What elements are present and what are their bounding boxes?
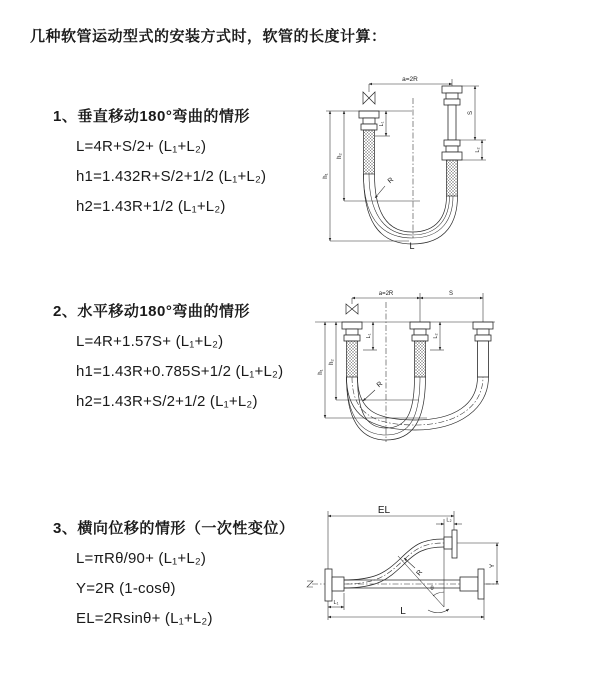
label-l2: L₂ bbox=[433, 333, 439, 339]
radius-callout bbox=[363, 381, 384, 401]
label-h1: h₁ bbox=[318, 369, 324, 375]
label-h2: h₂ bbox=[337, 153, 343, 159]
label-l1: L₁ bbox=[366, 333, 372, 339]
valve-icon bbox=[363, 84, 375, 104]
formula-y: Y=2R (1-cosθ) bbox=[76, 580, 176, 597]
page-title: 几种软管运动型式的安装方式时，软管的长度计算： bbox=[30, 28, 387, 45]
braided-hose-section bbox=[347, 341, 358, 377]
label-a2r: a=2R bbox=[402, 76, 418, 83]
dimension-l1 bbox=[363, 322, 377, 350]
label-l1: L₁ bbox=[333, 600, 339, 606]
label-r: R bbox=[375, 380, 385, 390]
section-3-heading: 3、横向位移的情形（一次性变位） bbox=[53, 520, 295, 537]
dimension-a2r bbox=[369, 76, 452, 86]
flange-right-pipe bbox=[442, 86, 462, 196]
dimension-l bbox=[328, 599, 484, 620]
flange-left-pipe bbox=[359, 111, 379, 174]
formula-length: L=4R+S/2+ (L₁+L₂) bbox=[76, 138, 207, 155]
label-l: L bbox=[400, 606, 406, 617]
braided-hose-section bbox=[415, 341, 426, 377]
section-lateral-displacement bbox=[53, 517, 294, 641]
radius-callout bbox=[404, 558, 424, 577]
label-l-bottom: L bbox=[409, 241, 415, 251]
formula-el: EL=2Rsinθ+ (L₁+L₂) bbox=[76, 610, 213, 627]
formula-length: L=4R+1.57S+ (L₁+L₂) bbox=[76, 333, 224, 350]
hose-s-curve-position bbox=[343, 539, 444, 588]
dimension-el bbox=[328, 505, 454, 569]
label-r: R bbox=[415, 568, 425, 578]
braided-hose-section bbox=[364, 130, 375, 174]
label-s: S bbox=[468, 110, 474, 116]
diagram-lateral-displacement bbox=[300, 500, 505, 630]
valve-icon bbox=[346, 298, 358, 314]
label-s: S bbox=[448, 291, 454, 297]
formula-h2: h2=1.43R+1/2 (L₁+L₂) bbox=[76, 198, 226, 215]
label-l2: L₂ bbox=[446, 517, 452, 524]
label-l2: L₂ bbox=[475, 147, 481, 153]
section-2-heading: 2、水平移动180°弯曲的情形 bbox=[53, 303, 250, 320]
dimension-h1-h2 bbox=[318, 322, 427, 418]
label-r: R bbox=[386, 176, 396, 186]
flange-lower-right bbox=[460, 569, 484, 599]
flange-right-pipe-displaced bbox=[473, 322, 493, 377]
formula-length: L=πRθ/90+ (L₁+L₂) bbox=[76, 550, 207, 567]
label-l1: L₁ bbox=[379, 121, 385, 127]
dimension-a2r bbox=[352, 291, 483, 322]
label-y: Y bbox=[489, 563, 496, 569]
formula-h1: h1=1.43R+0.785S+1/2 (L₁+L₂) bbox=[76, 363, 284, 380]
flange-left bbox=[325, 569, 344, 601]
radius-callout bbox=[375, 177, 395, 198]
angle-theta-construction bbox=[398, 536, 449, 613]
dimension-s bbox=[460, 86, 486, 140]
hose-u-curves bbox=[364, 174, 458, 244]
section-vertical-movement bbox=[53, 105, 266, 229]
dimension-l2 bbox=[430, 322, 444, 350]
label-theta: θ bbox=[430, 586, 434, 592]
diagram-horizontal-180-bend bbox=[305, 280, 500, 452]
label-h2: h₂ bbox=[329, 359, 335, 365]
flange-middle-pipe bbox=[410, 322, 430, 377]
dimension-s bbox=[420, 291, 483, 298]
formula-h2: h2=1.43R+S/2+1/2 (L₁+L₂) bbox=[76, 393, 258, 410]
diagram-vertical-180-bend bbox=[312, 68, 497, 252]
section-horizontal-movement bbox=[53, 300, 283, 424]
section-1-heading: 1、垂直移动180°弯曲的情形 bbox=[53, 108, 250, 125]
dimension-l2 bbox=[436, 518, 462, 537]
label-h1: h₁ bbox=[323, 173, 329, 179]
flange-left-pipe bbox=[342, 322, 362, 377]
formula-h1: h1=1.432R+S/2+1/2 (L₁+L₂) bbox=[76, 168, 267, 185]
label-a2r: a=2R bbox=[378, 291, 394, 297]
flange-top-right bbox=[444, 530, 457, 558]
braided-hose-section bbox=[447, 160, 458, 196]
label-el: EL bbox=[377, 505, 391, 516]
